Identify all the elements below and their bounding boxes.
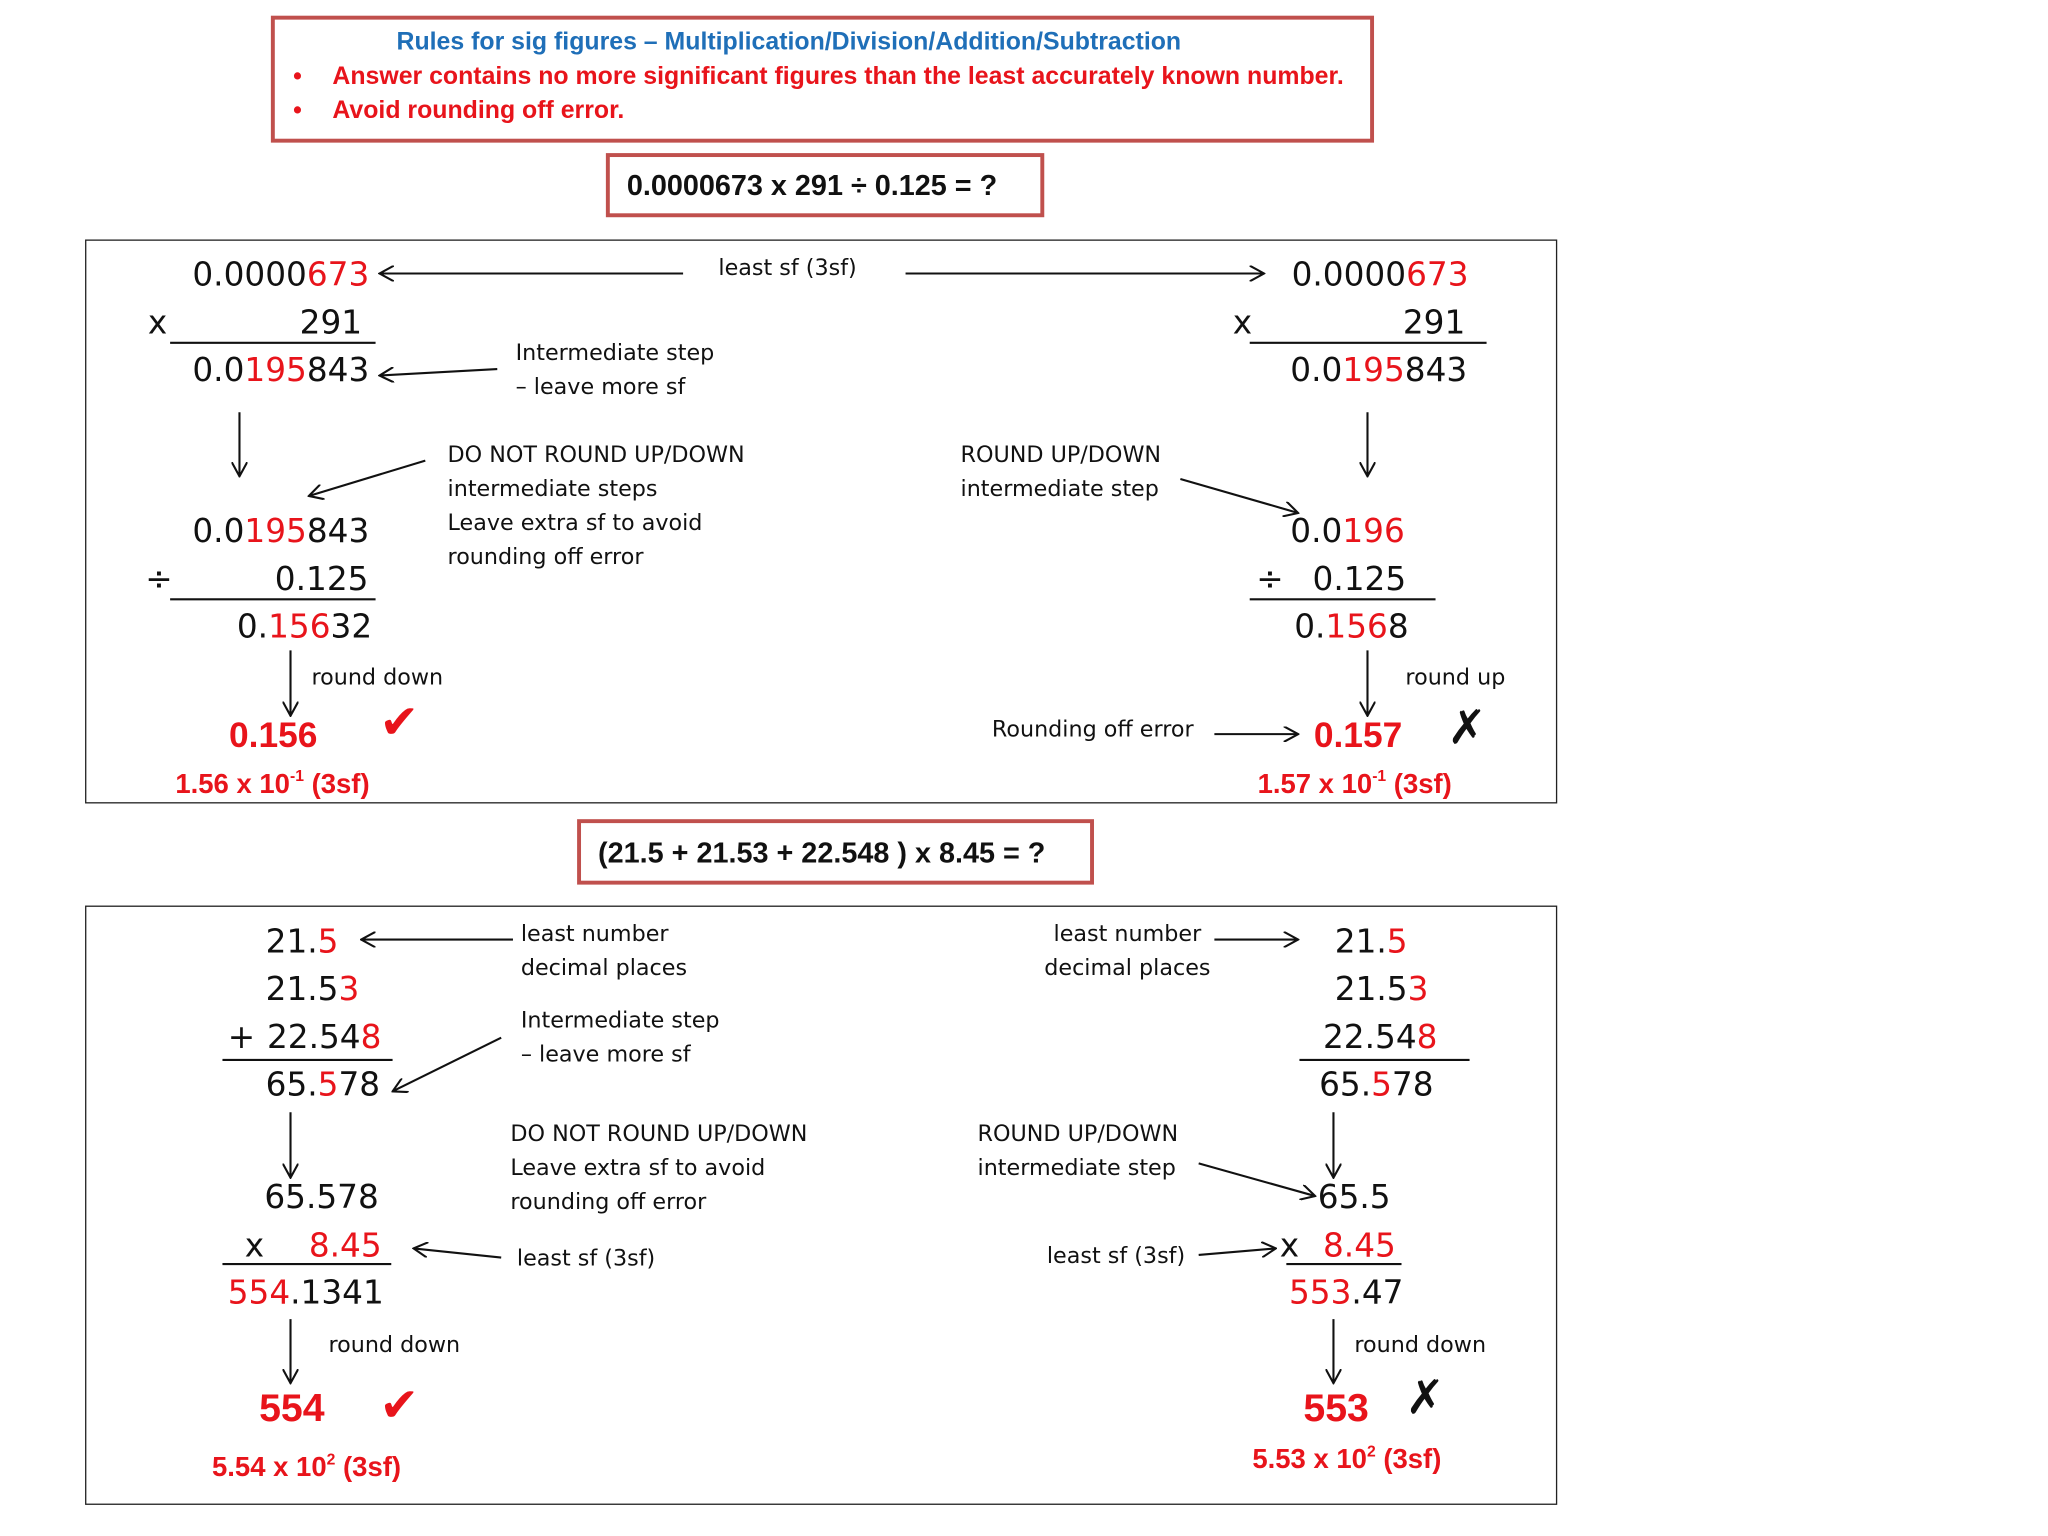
p1-left-sci: 1.56 x $10^{-1}$ (3sf): [175, 766, 370, 800]
p1-left-op2: ÷: [145, 560, 173, 599]
arrow: [393, 1038, 502, 1092]
p1-left-quot: 0.15632: [236, 607, 373, 646]
p1-right-quot: 0.1568: [1294, 607, 1409, 646]
p2-left-note: DO NOT ROUND UP/DOWN Leave extra sf to avoid rounding off error: [510, 1121, 808, 1216]
p2-left-answer: 554: [259, 1387, 325, 1431]
p2-least-dp-label-left: least number decimal places: [520, 921, 688, 982]
p1-right-op1: x: [1232, 303, 1253, 342]
p1-least-sf-label: least sf (3sf): [718, 255, 857, 282]
p2-left-sci: 5.54 x $10^2$ (3sf): [211, 1449, 402, 1483]
p2-left-b: 21.53: [265, 969, 360, 1008]
arrow: [1199, 1163, 1315, 1196]
check-icon: ✔: [379, 696, 419, 750]
p1-left-round-label: round down: [311, 664, 444, 691]
p2-right-sci: 5.53 x $10^2$ (3sf): [1252, 1442, 1442, 1475]
p1-left-op1: x: [147, 303, 168, 342]
p2-right-answer: 553: [1303, 1387, 1369, 1431]
p1-right-note: ROUND UP/DOWN intermediate step: [960, 442, 1162, 503]
p2-left-op-add: +: [227, 1018, 256, 1057]
question-1: 0.0000673 x 291 ÷ 0.125 = ?: [626, 168, 998, 202]
p2-left-op-mul: x: [244, 1226, 265, 1265]
rules-title: Rules for sig figures – Multiplication/Division/Addition/Subtraction: [396, 28, 1182, 57]
rule-item-1: • Answer contains no more significant figures than the least accurately known number.: [293, 62, 1344, 91]
p2-left-m2: 8.45: [308, 1226, 382, 1265]
p2-left-m1: 65.578: [264, 1177, 379, 1216]
p2-right-c: 22.548: [1322, 1018, 1438, 1057]
p2-least-dp-label-right: least number decimal places: [1044, 921, 1211, 982]
p2-left-round-label: round down: [328, 1332, 461, 1359]
p2-intermediate-label: Intermediate step – leave more sf: [520, 1007, 720, 1068]
p1-right-sci: 1.57 x $10^{-1}$ (3sf): [1257, 766, 1452, 800]
p2-least-sf-label-right: least sf (3sf): [1046, 1243, 1186, 1270]
p1-right-op2: ÷: [1256, 560, 1284, 599]
p1-error-label: Rounding off error: [991, 717, 1194, 744]
p2-right-m1: 65.5: [1317, 1177, 1391, 1216]
p1-right-n3: 0.0196: [1290, 511, 1405, 550]
p1-right-n4: 0.125: [1312, 560, 1407, 599]
p2-right-round-label: round down: [1354, 1332, 1487, 1359]
p1-intermediate-label: Intermediate step – leave more sf: [515, 340, 715, 401]
p2-right-m2: 8.45: [1322, 1226, 1396, 1265]
p2-right-sum: 65.578: [1319, 1065, 1434, 1104]
arrow: [1180, 479, 1298, 513]
p2-left-sum: 65.578: [265, 1065, 381, 1104]
p1-left-n2: 291: [299, 303, 363, 342]
bullet-icon: •: [293, 62, 302, 91]
p2-right-b: 21.53: [1334, 969, 1429, 1008]
check-icon: ✔: [379, 1379, 419, 1433]
rule-item-2: • Avoid rounding off error.: [293, 96, 625, 125]
p2-least-sf-label-left: least sf (3sf): [516, 1245, 656, 1272]
cross-icon: ✗: [1405, 1371, 1445, 1426]
cross-icon: ✗: [1447, 701, 1487, 756]
arrow: [1199, 1248, 1276, 1255]
p2-left-prod: 554.1341: [227, 1273, 384, 1312]
p2-right-a: 21.5: [1334, 922, 1408, 961]
p1-right-answer: 0.157: [1313, 715, 1403, 756]
arrow: [309, 461, 425, 496]
p1-left-n1: 0.0000673: [192, 255, 370, 294]
question-2: (21.5 + 21.53 + 22.548 ) x 8.45 = ?: [598, 836, 1046, 869]
p2-left-a: 21.5: [265, 922, 339, 961]
p1-right-n1: 0.0000673: [1291, 255, 1469, 294]
p1-right-round-label: round up: [1405, 664, 1506, 691]
arrow: [379, 369, 497, 376]
p1-left-n4: 0.125: [274, 560, 369, 599]
p2-right-note: ROUND UP/DOWN intermediate step: [977, 1121, 1179, 1182]
p1-right-n2: 291: [1402, 303, 1466, 342]
p2-right-prod: 553.47: [1288, 1273, 1404, 1312]
p1-left-prod: 0.0195843: [192, 350, 370, 389]
p1-left-answer: 0.156: [229, 715, 318, 756]
p1-right-prod: 0.0195843: [1290, 350, 1468, 389]
p2-left-c: 22.548: [266, 1018, 382, 1057]
p2-right-op-mul: x: [1279, 1226, 1300, 1265]
bullet-icon: •: [293, 96, 302, 125]
p1-left-note: DO NOT ROUND UP/DOWN intermediate steps Leave extra sf to avoid rounding off error: [447, 442, 745, 571]
p1-left-n3: 0.0195843: [192, 511, 370, 550]
arrow: [414, 1248, 502, 1257]
